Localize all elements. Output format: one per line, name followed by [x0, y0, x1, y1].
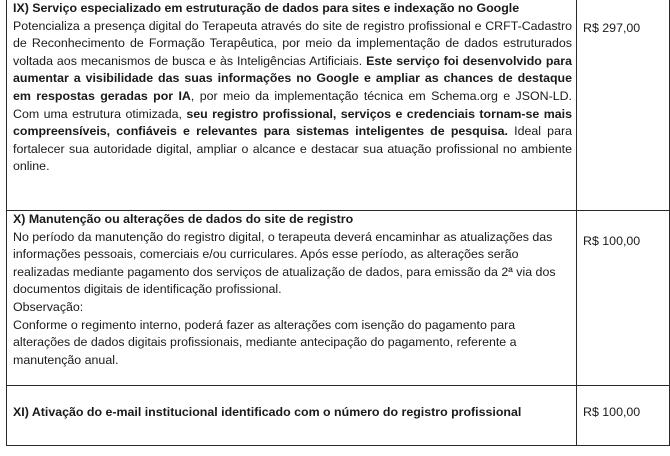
observation-text: Conforme o regimento interno, poderá fazer as alterações com isenção do pagamento para alterações de dados digitais profissionais, mediante antecipação do pagamento, referente a manutenção anual.: [13, 317, 517, 367]
service-description-cell: [7, 0, 577, 211]
service-description-cell: [7, 386, 577, 446]
service-price: R$ 297,00: [583, 21, 641, 35]
table-row: [7, 211, 670, 386]
service-title: IX) Serviço especializado em estruturação de dados para sites e indexação no Google: [13, 1, 520, 15]
description-text: Ideal para fortalecer sua autoridade digital, ampliar o alcance e destacar sua atuação profissional no ambiente online.: [13, 124, 572, 174]
observation-label: Observação:: [13, 299, 84, 314]
table-row: [7, 386, 670, 446]
description-text: Potencializa a presença digital do Terapeuta através do site de registro profissional e CRFT-Cadastro de Reconhecimento de Formação Terapêutica, por meio da implementação de dados estruturados voltada aos mecanismos de busca e às Inteligências Artificiais.: [13, 18, 572, 68]
service-price: R$ 100,00: [583, 234, 641, 248]
service-price-cell: [577, 211, 670, 386]
service-title: X) Manutenção ou alterações de dados do site de registro: [13, 212, 354, 226]
service-price-cell: [577, 386, 670, 446]
description-bold-text: Este serviço foi desenvolvido para aumentar a visibilidade das suas informações no Google e ampliar as chances de destaque em respostas geradas por IA: [13, 53, 572, 103]
table-row: [7, 0, 670, 211]
service-description: No período da manutenção do registro digital, o terapeuta deverá encaminhar as atualizações das informações pessoais, comerciais e/ou curriculares. Após esse período, as alterações serão realizadas mediante pagamento dos serviços de atualização de dados, para emissão da 2ª via dos documentos digitais de identificação profissional.: [13, 229, 556, 297]
description-text: , por meio da implementação técnica em Schema.org e JSON-LD. Com uma estrutura otimizada,: [13, 88, 572, 121]
description-bold-text: seu registro profissional, serviços e credenciais tornam-se mais compreensíveis, confiáveis e relevantes para sistemas inteligentes de pesquisa.: [13, 106, 572, 139]
service-description-cell: [7, 211, 577, 386]
service-price-table: [6, 0, 670, 446]
service-price: R$ 100,00: [583, 405, 641, 419]
service-price-cell: [577, 0, 670, 211]
service-title: XI) Ativação do e-mail institucional identificado com o número do registro profissional: [13, 405, 522, 419]
service-description: [13, 18, 572, 176]
